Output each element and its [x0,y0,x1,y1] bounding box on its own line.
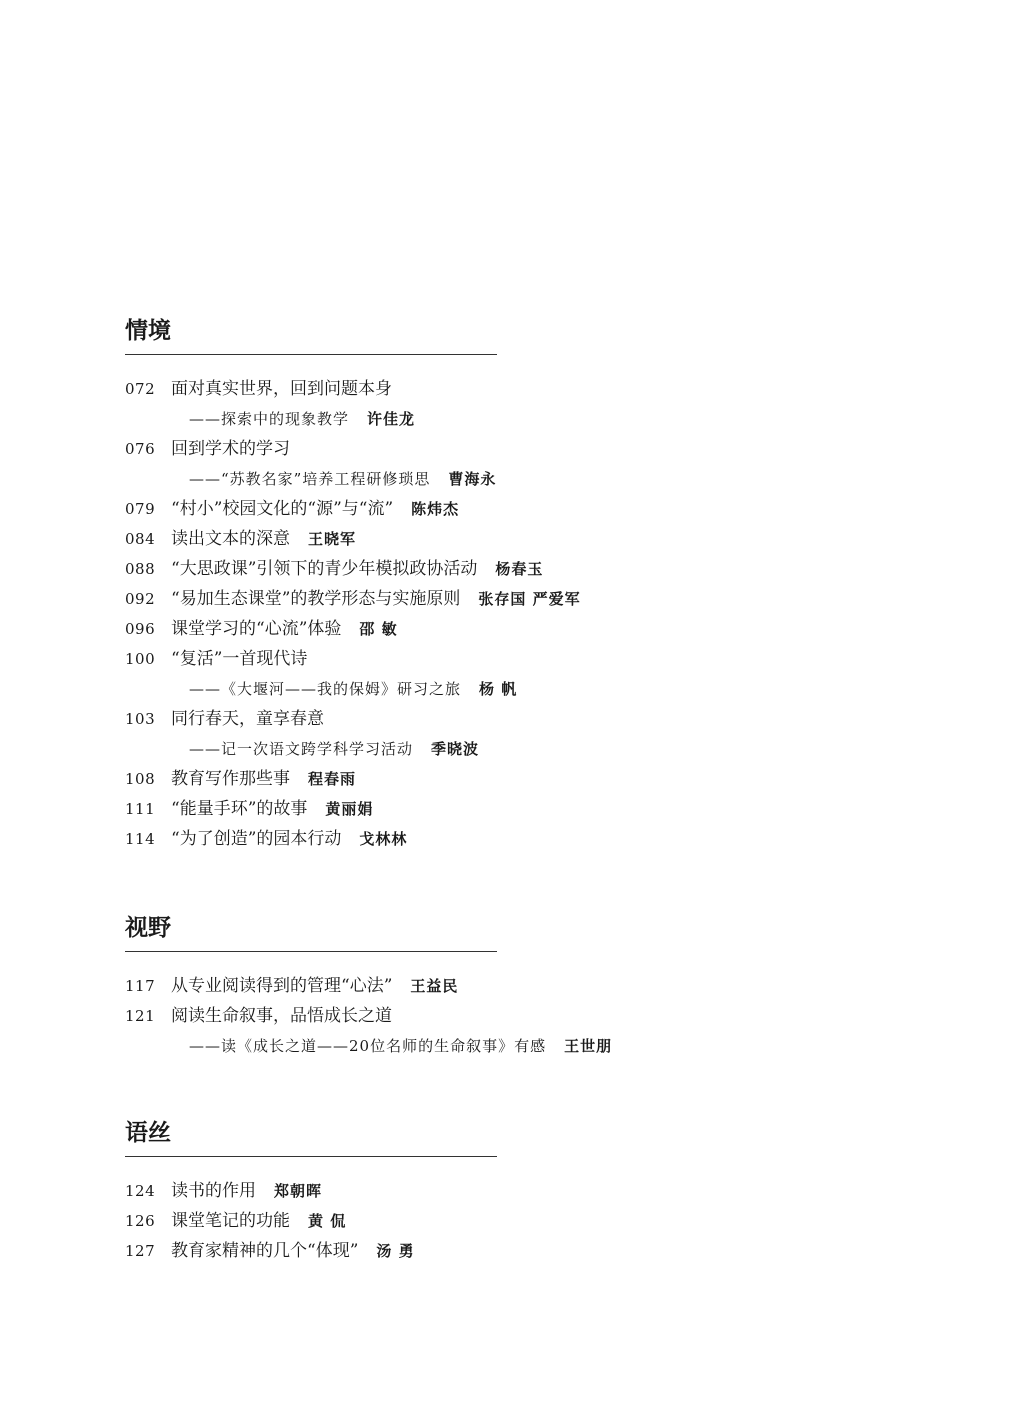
page-number: 111 [125,800,156,818]
entry-title: “复活”一首现代诗 [171,649,308,669]
entry-title: 从专业阅读得到的管理“心法” [171,976,393,996]
page-number: 124 [125,1182,156,1200]
entry-subtitle-line [125,404,825,434]
section-title: 视野 [125,915,171,941]
entry-subtitle: ——记一次语文跨学科学习活动 [189,740,414,758]
page-number: 127 [125,1242,156,1260]
entry-author: 王益民 [410,977,459,995]
entry-author: 黄丽娟 [325,800,374,818]
entry-author: 汤 勇 [376,1242,415,1260]
entry-title: 教育写作那些事 [171,769,290,789]
entry-title: “村小”校园文化的“源”与“流” [171,499,394,519]
entry-title: “为了创造”的园本行动 [171,829,342,849]
toc-entry[interactable] [125,374,825,404]
section-title: 情境 [125,318,171,344]
entry-author: 许佳龙 [367,410,416,428]
page-number: 114 [125,830,156,848]
page-number: 088 [125,560,156,578]
entry-title: 同行春天，童享春意 [171,709,324,729]
page-number: 117 [125,977,156,995]
entry-author: 程春雨 [308,770,357,788]
toc-entry[interactable] [125,1236,825,1266]
entry-title: 回到学术的学习 [171,439,290,459]
entry-list [125,971,825,1061]
toc-entry[interactable] [125,824,825,854]
entry-author: 季晓波 [431,740,480,758]
entry-title: 面对真实世界，回到问题本身 [171,379,392,399]
page-number: 096 [125,620,156,638]
entry-subtitle: ——《大堰河——我的保姆》研习之旅 [189,680,462,698]
section-yusi [125,1118,497,1266]
page-number: 126 [125,1212,156,1230]
page-number: 103 [125,710,156,728]
page-number: 084 [125,530,156,548]
page-number: 092 [125,590,156,608]
entry-author: 杨 帆 [479,680,518,698]
toc-entry[interactable] [125,494,825,524]
entry-subtitle-line [125,464,825,494]
entry-author: 曹海永 [448,470,497,488]
entry-author: 王世朋 [564,1037,613,1055]
entry-subtitle: ——读《成长之道——20位名师的生命叙事》有感 [189,1037,547,1055]
toc-entry[interactable] [125,644,825,674]
toc-entry[interactable] [125,434,825,464]
toc-entry[interactable] [125,554,825,584]
section-title: 语丝 [125,1120,171,1146]
page-number: 072 [125,380,156,398]
entry-title: 读书的作用 [171,1181,256,1201]
toc-entry[interactable] [125,1176,825,1206]
entry-author: 郑朝晖 [274,1182,323,1200]
toc-entry[interactable] [125,524,825,554]
entry-author: 杨春玉 [495,560,544,578]
toc-entry[interactable] [125,1206,825,1236]
page-number: 076 [125,440,156,458]
section-divider [125,1156,497,1157]
entry-subtitle-line [125,734,825,764]
entry-author: 戈林林 [359,830,408,848]
entry-list [125,374,825,854]
entry-author: 陈炜杰 [411,500,460,518]
toc-entry[interactable] [125,614,825,644]
entry-title: “能量手环”的故事 [171,799,308,819]
toc-entry[interactable] [125,794,825,824]
entry-author: 王晓军 [308,530,357,548]
page-number: 108 [125,770,156,788]
page-number: 079 [125,500,156,518]
entry-author: 张存国 严爱军 [478,590,581,608]
entry-title: 课堂笔记的功能 [171,1211,290,1231]
section-divider [125,951,497,952]
entry-title: “易加生态课堂”的教学形态与实施原则 [171,589,461,609]
toc-entry[interactable] [125,1001,825,1031]
entry-title: 读出文本的深意 [171,529,290,549]
entry-list [125,1176,825,1266]
toc-entry[interactable] [125,971,825,1001]
entry-subtitle-line [125,1031,825,1061]
entry-author: 邵 敏 [359,620,398,638]
section-qingjing [125,316,581,854]
section-shiye [125,913,613,1061]
entry-title: 教育家精神的几个“体现” [171,1241,359,1261]
entry-title: 课堂学习的“心流”体验 [171,619,342,639]
entry-subtitle-line [125,674,825,704]
entry-author: 黄 侃 [308,1212,347,1230]
page-number: 100 [125,650,156,668]
entry-subtitle: ——探索中的现象教学 [189,410,350,428]
entry-title: “大思政课”引领下的青少年模拟政协活动 [171,559,478,579]
entry-title: 阅读生命叙事，品悟成长之道 [171,1006,392,1026]
section-divider [125,354,497,355]
toc-entry[interactable] [125,704,825,734]
toc-entry[interactable] [125,584,825,614]
toc-entry[interactable] [125,764,825,794]
entry-subtitle: ——“苏教名家”培养工程研修琐思 [189,470,431,488]
page-number: 121 [125,1007,156,1025]
